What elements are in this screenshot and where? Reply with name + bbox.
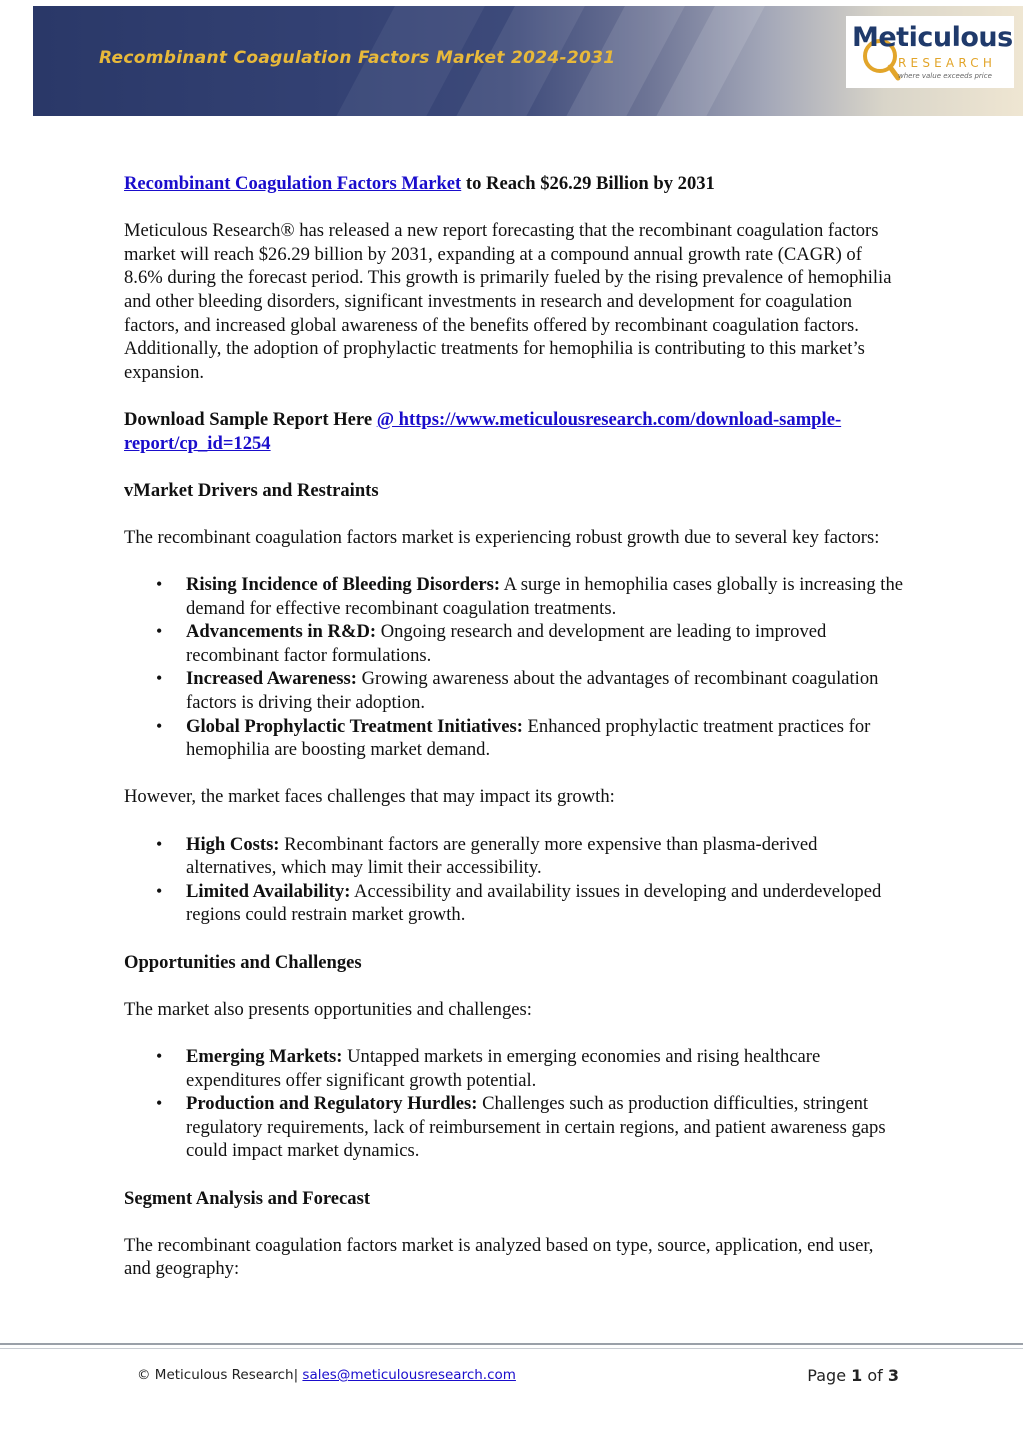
drivers-intro: The recombinant coagulation factors market is experiencing robust growth due to several key factors: — [124, 526, 880, 548]
of-label: of — [862, 1366, 888, 1385]
intro-paragraph: Meticulous Research® has released a new report forecasting that the recombinant coagulation factors market will reach $26.29 billion by 2031, expanding at a compound annual growth rate (CAGR) of 8.6% during the forecast period. This growth is primarily fueled by the rising prevalence of hemophilia and other bleeding disorders, significant investments in research and development for coagulation factors, and increased global awareness of the benefits offered by recombinant coagulation factors. Additionally, the adoption of prophylactic treatments for hemophilia is contributing to this market’s expansion. — [124, 220, 892, 383]
list-item — [186, 833, 904, 880]
item-term: Global Prophylactic Treatment Initiatives: — [186, 715, 523, 737]
download-label: Download Sample Report Here — [124, 408, 377, 430]
header-banner — [33, 6, 1023, 116]
footer-divider — [0, 1343, 1023, 1345]
list-item — [186, 620, 904, 667]
item-text: Growing awareness about the advantages of recombinant coagulation factors is driving their adoption. — [186, 668, 879, 714]
item-term: Rising Incidence of Bleeding Disorders: — [186, 574, 501, 596]
section-heading-drivers: vMarket Drivers and Restraints — [124, 479, 379, 501]
item-text: Accessibility and availability issues in developing and underdeveloped regions could restrain market growth. — [186, 880, 882, 926]
item-text: Untapped markets in emerging economies and rising healthcare expenditures offer significant growth potential. — [186, 1045, 821, 1091]
item-text: A surge in hemophilia cases globally is increasing the demand for effective recombinant coagulation treatments. — [186, 574, 903, 619]
download-sample-link[interactable]: @ https://www.meticulousresearch.com/download-sample-report/cp_id=1254 — [124, 408, 842, 454]
headline-text: to Reach $26.29 Billion by 2031 — [461, 173, 715, 194]
item-term: High Costs: — [186, 833, 280, 855]
item-text: Ongoing research and development are leading to improved recombinant factor formulations. — [186, 621, 827, 666]
list-item — [186, 667, 904, 714]
opportunities-intro: The market also presents opportunities and challenges: — [124, 998, 532, 1020]
restraints-intro: However, the market faces challenges that may impact its growth: — [124, 786, 615, 808]
document-body — [124, 172, 904, 1305]
segment-intro: The recombinant coagulation factors market is analyzed based on type, source, application, end user, and geography: — [124, 1234, 874, 1280]
item-term: Advancements in R&D: — [186, 621, 377, 643]
item-text: Recombinant factors are generally more expensive than plasma-derived alternatives, which may limit their accessibility. — [186, 833, 818, 879]
item-text: Challenges such as production difficulties, stringent regulatory requirements, lack of reimbursement in certain regions, and patient awareness gaps could impact market dynamics. — [186, 1093, 886, 1162]
list-item — [186, 573, 904, 620]
item-text: Enhanced prophylactic treatment practices for hemophilia are boosting market demand. — [186, 715, 871, 761]
total-pages: 3 — [887, 1366, 899, 1385]
copyright-text: © Meticulous Research| — [137, 1367, 303, 1383]
footer-divider — [0, 1348, 1023, 1349]
email-link[interactable]: sales@meticulousresearch.com — [302, 1367, 516, 1383]
headline — [124, 172, 904, 196]
restraints-list — [124, 833, 904, 927]
logo-subtitle: RESEARCH — [898, 56, 997, 70]
item-term: Production and Regulatory Hurdles: — [186, 1093, 478, 1115]
footer-copyright — [137, 1367, 516, 1383]
section-heading-segment: Segment Analysis and Forecast — [124, 1187, 371, 1209]
current-page: 1 — [851, 1366, 863, 1385]
market-report-link[interactable]: Recombinant Coagulation Factors Market — [124, 173, 462, 194]
item-term: Emerging Markets: — [186, 1045, 343, 1067]
section-heading-opportunities: Opportunities and Challenges — [124, 951, 362, 973]
logo-tagline: where value exceeds price — [898, 72, 992, 80]
list-item — [186, 1092, 904, 1163]
list-item — [186, 1045, 904, 1092]
list-item — [186, 715, 904, 762]
drivers-list — [124, 573, 904, 762]
item-term: Limited Availability: — [186, 880, 351, 902]
item-term: Increased Awareness: — [186, 668, 357, 690]
download-line — [124, 408, 904, 455]
page-number — [807, 1366, 899, 1385]
logo-wordmark: Meticulous — [852, 22, 1013, 53]
banner-title: Recombinant Coagulation Factors Market 2024-2031 — [99, 48, 616, 68]
opportunities-list — [124, 1045, 904, 1163]
company-logo — [846, 16, 1014, 88]
list-item — [186, 880, 904, 927]
page-label: Page — [807, 1366, 852, 1385]
